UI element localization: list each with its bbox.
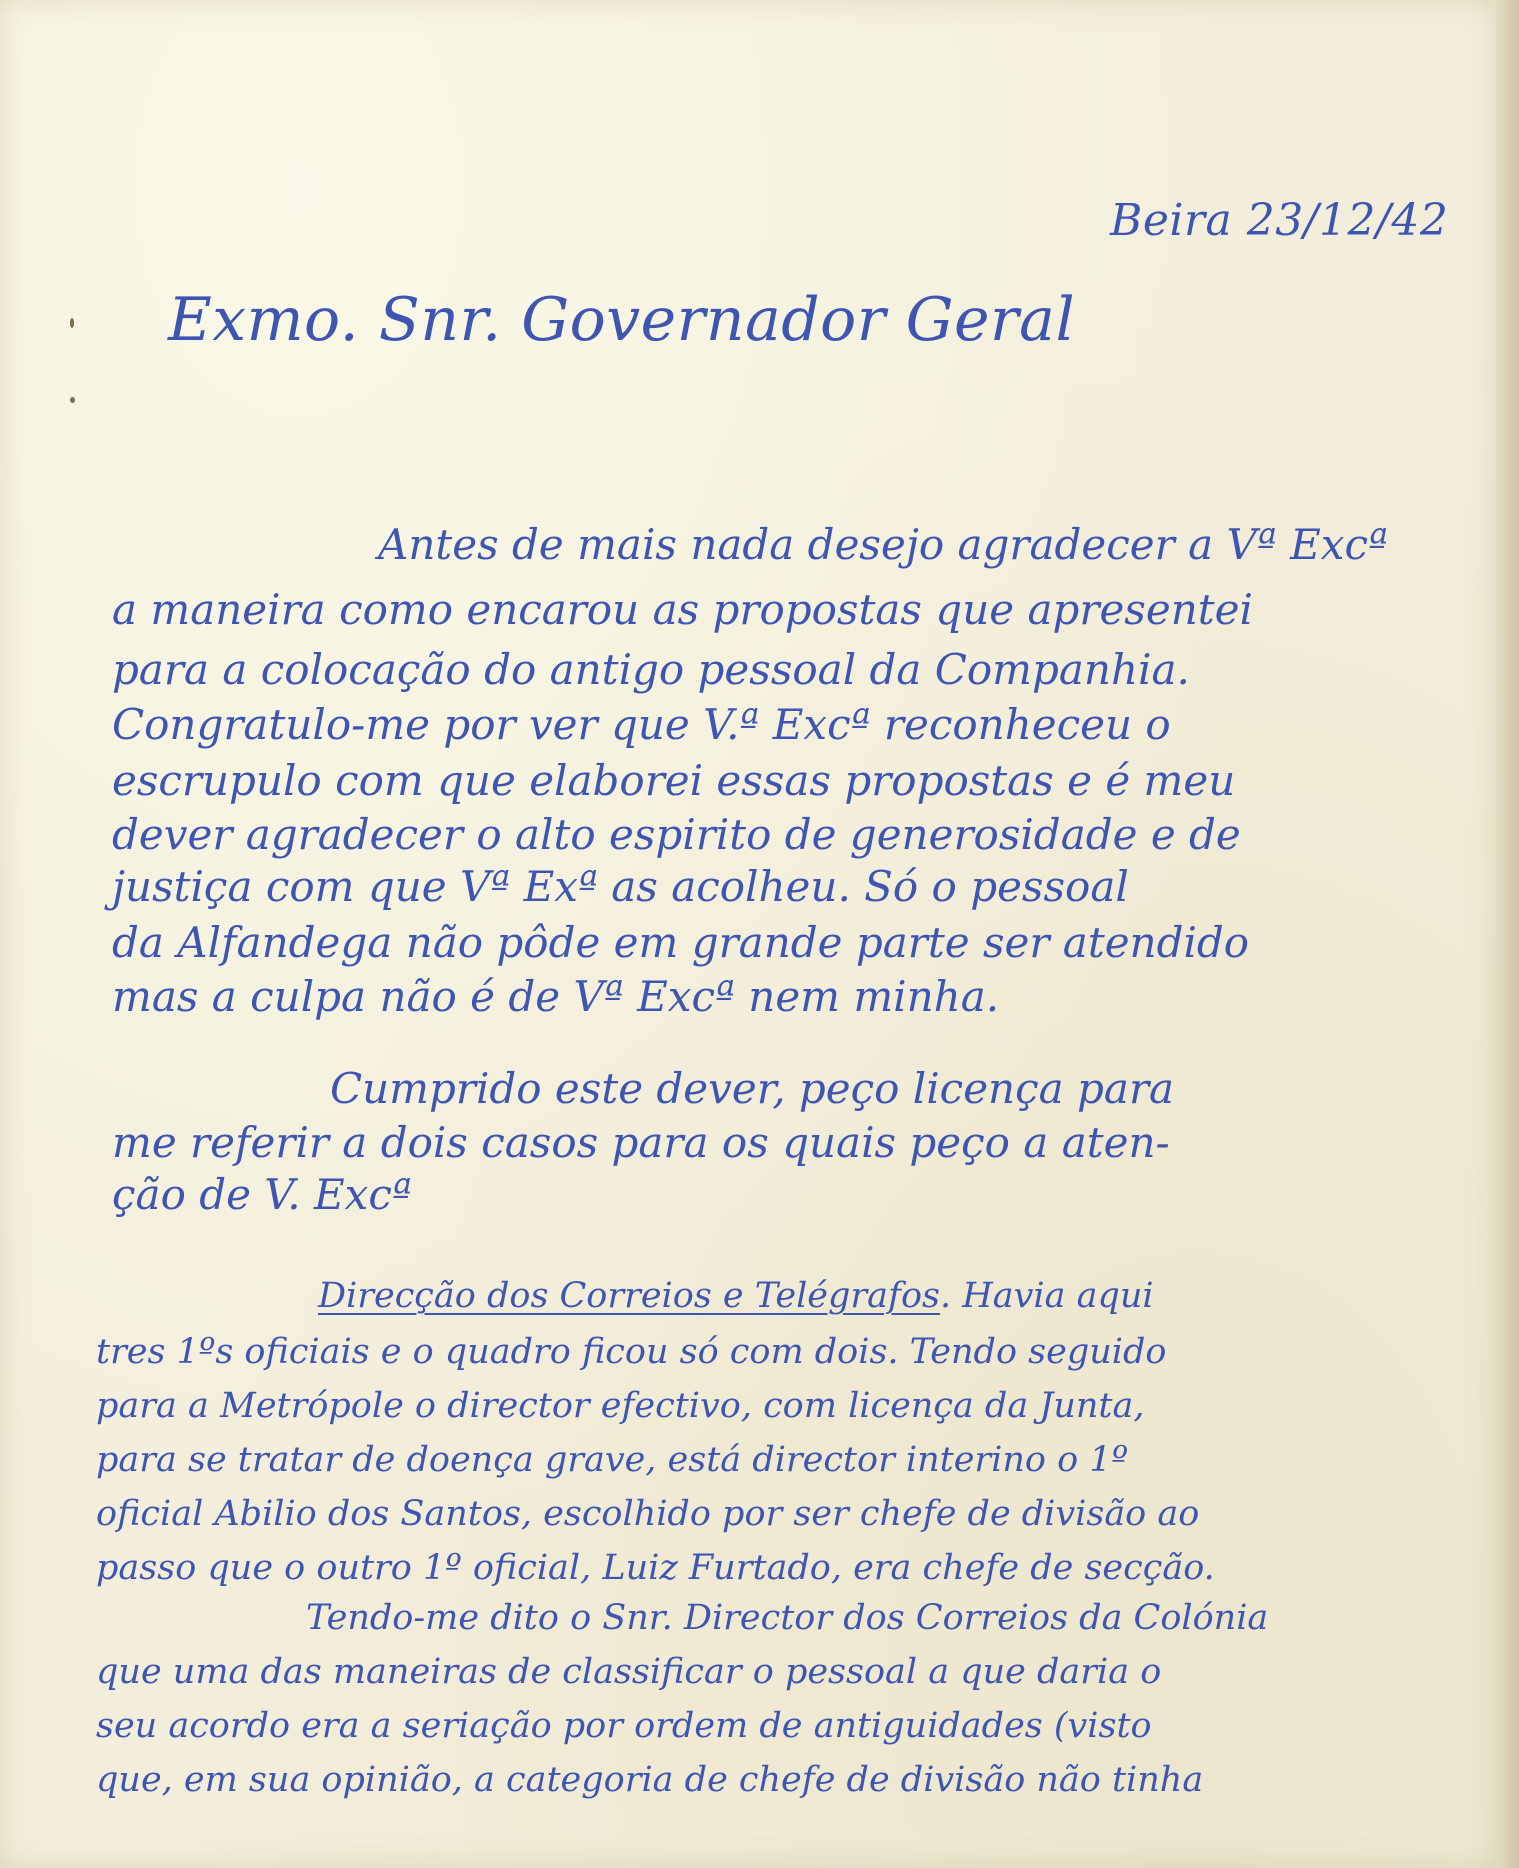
letter-date: Beira 23/12/42 [1110,195,1449,246]
body-line: justiça com que Vª Exª as acolheu. Só o pessoal [112,862,1129,911]
body-line: Cumprido este dever, peço licença para [330,1064,1175,1113]
body-line: para se tratar de doença grave, está director interino o 1º [96,1440,1129,1480]
body-line: Tendo-me dito o Snr. Director dos Correios da Colónia [306,1598,1269,1638]
body-line: dever agradecer o alto espirito de generosidade e de [112,810,1241,859]
body-line [318,1276,1154,1316]
body-line: da Alfandega não pôde em grande parte ser atendido [112,918,1250,967]
body-line: seu acordo era a seriação por ordem de antiguidades (visto [96,1706,1152,1746]
body-line: me referir a dois casos para os quais peço a aten- [112,1118,1170,1167]
section-heading: Direcção dos Correios e Telégrafos [318,1276,940,1316]
body-line: Antes de mais nada desejo agradecer a Vª Excª [378,520,1388,569]
body-line: ção de V. Excª [112,1170,412,1219]
body-line: que uma das maneiras de classificar o pessoal a que daria o [96,1652,1162,1692]
letter-salutation: Exmo. Snr. Governador Geral [168,285,1076,355]
body-line: mas a culpa não é de Vª Excª nem minha. [112,972,1000,1021]
body-line: para a Metrópole o director efectivo, com licença da Junta, [96,1386,1145,1426]
body-line: que, em sua opinião, a categoria de chefe de divisão não tinha [96,1760,1204,1800]
body-line: oficial Abilio dos Santos, escolhido por ser chefe de divisão ao [96,1494,1200,1534]
heading-line-rest: . Havia aqui [940,1276,1154,1316]
body-line: tres 1ºs oficiais e o quadro ficou só com dois. Tendo seguido [96,1332,1167,1372]
body-line: para a colocação do antigo pessoal da Companhia. [112,645,1190,694]
body-line: passo que o outro 1º oficial, Luiz Furtado, era chefe de secção. [96,1548,1215,1588]
body-line: a maneira como encarou as propostas que apresentei [112,585,1253,634]
body-line: Congratulo-me por ver que V.ª Excª reconheceu o [112,700,1171,749]
body-line: escrupulo com que elaborei essas propostas e é meu [112,756,1236,805]
